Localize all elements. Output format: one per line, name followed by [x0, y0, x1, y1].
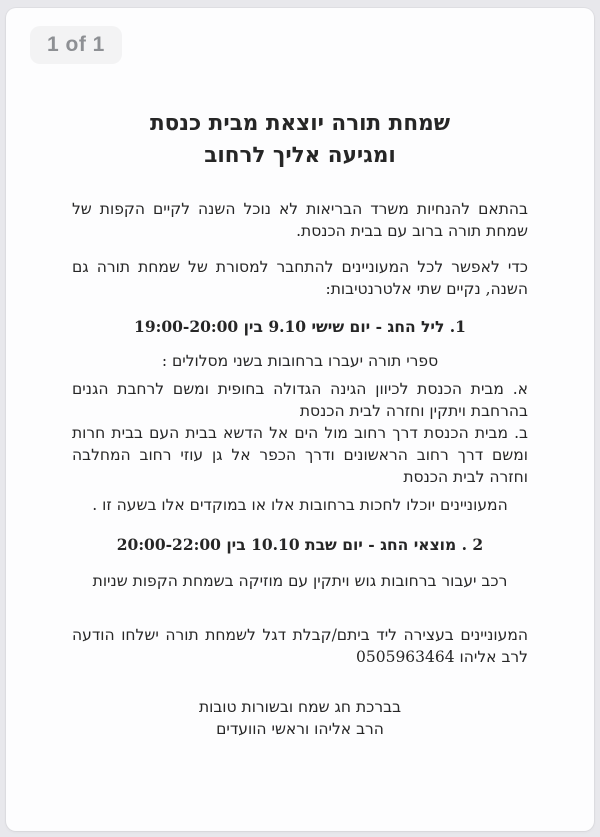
signature-names: הרב אליהו וראשי הוועדים — [216, 720, 384, 738]
paragraph-health-guidelines: בהתאם להנחיות משרד הבריאות לא נוכל השנה לקיים הקפות של שמחת תורה ברוב עם בבית הכנסת. — [72, 200, 528, 240]
document-title — [72, 108, 528, 172]
page-indicator-badge: 1 of 1 — [30, 26, 122, 64]
paragraph-two-alternatives: כדי לאפשר לכל המעוניינים להתחבר למסורת של שמחת תורה גם השנה, נקיים שתי אלטרנטיבות: — [72, 258, 528, 298]
document-page — [6, 8, 594, 831]
paragraph-contact-phone: המעוניינים בעצירה ליד ביתם/קבלת דגל לשמחת תורה ישלחו הודעה לרב אליהו 0505963464 — [72, 626, 528, 666]
line-torah-scrolls-two-routes: ספרי תורה יעברו ברחובות בשני מסלולים : — [161, 352, 439, 370]
document-title-line-2: ומגיעה אליך לרחוב — [204, 143, 396, 168]
heading-option-2-after-holiday: 2 . מוצאי החג - יום שבת 10.10 בין 20:00-22:00 — [116, 535, 484, 554]
document-title-line-1: שמחת תורה יוצאת מבית כנסת — [149, 111, 451, 136]
line-vehicle-with-music: רכב יעבור ברחובות גוש ויתקין עם מוזיקה בשמחת הקפות שניות — [92, 572, 508, 590]
document-content — [72, 108, 528, 740]
heading-option-1-eve-of-holiday: 1. ליל החג - יום שישי 9.10 בין 19:00-20:00 — [134, 317, 466, 336]
signature-blessing: בברכת חג שמח ובשורות טובות — [198, 698, 402, 716]
line-wait-in-streets: המעוניינים יוכלו לחכות ברחובות אלו או במוקדים אלו בשעה זו . — [92, 496, 508, 514]
paragraph-route-a: א. מבית הכנסת לכיוון הגינה הגדולה בחופית ומשם לרחבת הגנים בהרחבת ויתקין וחזרה לבית הכנסת — [72, 380, 528, 420]
paragraph-route-b: ב. מבית הכנסת דרך רחוב מול הים אל הדשא בבית העם בבית חרות ומשם דרך רחוב הראשונים ודרך הכפר אל גן עוזי רחוב המחלבה וחזרה לבית הכנסת — [72, 424, 528, 486]
